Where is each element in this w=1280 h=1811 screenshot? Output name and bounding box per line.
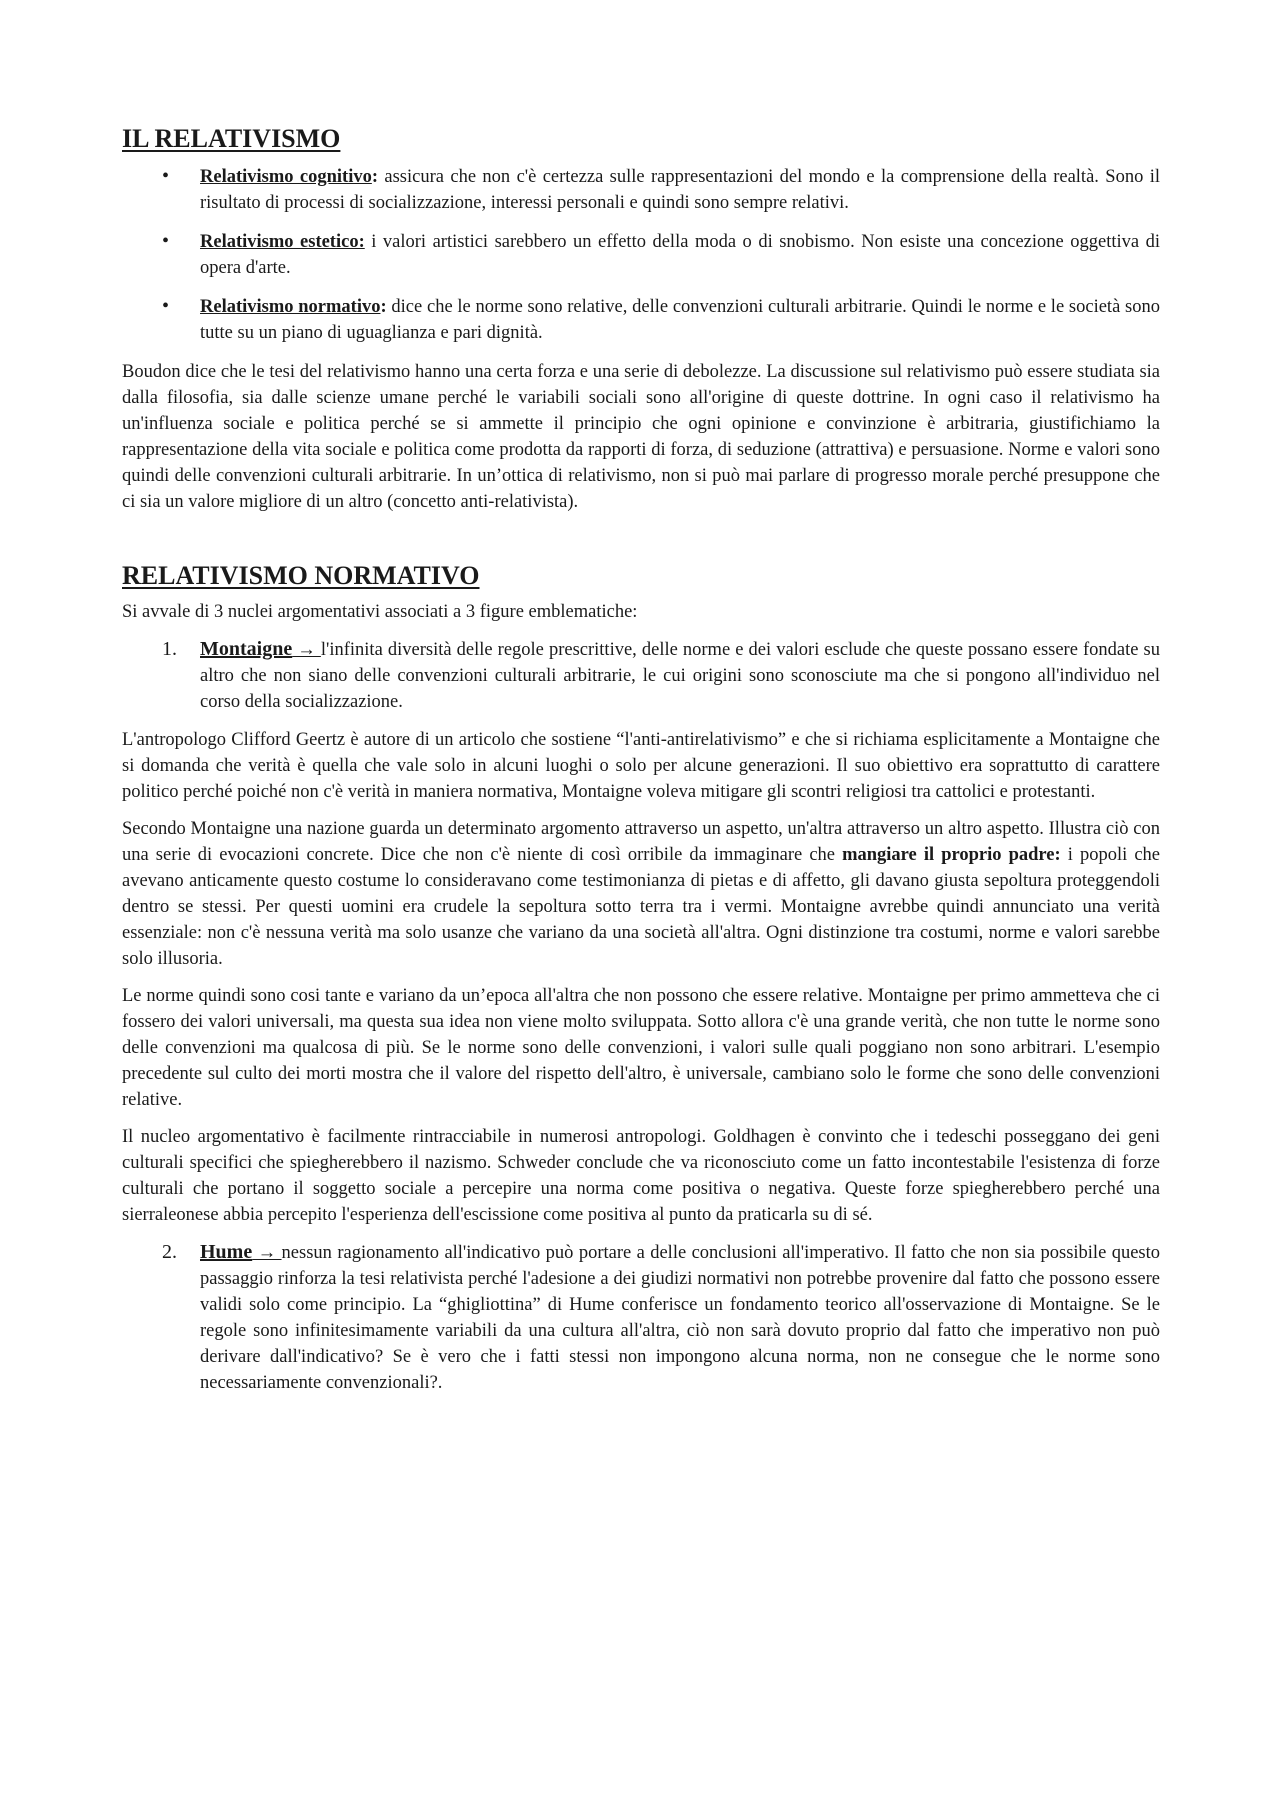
bullet-icon: • — [162, 230, 170, 252]
section-title-relativismo-normativo: RELATIVISMO NORMATIVO — [122, 561, 480, 590]
arrow-right-icon: → — [252, 1243, 282, 1263]
emphasis-text: mangiare il proprio padre: — [842, 845, 1061, 865]
list-item — [122, 229, 1160, 281]
list-number: 2. — [162, 1241, 177, 1263]
item-text: nessun ragionamento all'indicativo può portare a delle conclusioni all'imperativo. Il fatto che non sia possibile questo passaggio rinforza la tesi relativista perché l'adesione a dei giudizi normativi non potrebbe provenire dal fatto che possono essere validi solo come principio. La “ghigliottina” di Hume conferisce un fondamento teorico all'osservazione di Montaigne. Se le regole sono infinitesimamente variabili da una cultura all'altra, ciò non sarà dovuto proprio dal fatto che imperativo non può derivare dall'indicativo? Se è vero che i fatti stessi non impongono alcuna norma, non ne consegue che le norme sono necessariamente convenzionali?. — [200, 1243, 1160, 1393]
bullet-text: i valori artistici sarebbero un effetto della moda o di snobismo. Non esiste una concezione oggettiva di opera d'arte. — [200, 232, 1160, 278]
paragraph-intro: Si avvale di 3 nuclei argomentativi associati a 3 figure emblematiche: — [122, 602, 638, 622]
figures-list-1 — [122, 636, 1160, 715]
section-title-il-relativismo: IL RELATIVISMO — [122, 124, 341, 153]
figure-montaigne: Montaigne — [200, 638, 293, 660]
term-colon: : — [380, 297, 387, 317]
term-relativismo-estetico: Relativismo estetico: — [200, 232, 365, 252]
paragraph-norme: Le norme quindi sono cosi tante e variano da un’epoca all'altra che non possono che essere relative. Montaigne per primo ammetteva che ci fossero dei valori universali, ma questa sua idea non viene molto sviluppata. Sotto allora c'è una grande verità, che non tutte le norme sono delle convenzioni ma qualcosa di più. Se le norme sono delle convenzioni, i valori sulle quali poggiano non sono arbitrari. L'esempio precedente sul culto dei morti mostra che il valore del rispetto dell'altro, è universale, cambiano solo le forme che sono delle convenzioni relative. — [122, 986, 1160, 1110]
term-relativismo-normativo: Relativismo normativo — [200, 297, 381, 317]
document-content — [122, 122, 1160, 1408]
paragraph-geertz: L'antropologo Clifford Geertz è autore di un articolo che sostiene “l'anti-antirelativismo” e che si richiama esplicitamente a Montaigne che si domanda che verità è quella che vale solo in alcuni luoghi o solo per alcune generazioni. Il suo obiettivo era soprattutto di carattere politico perché poiché non c'è verità in maniera normativa, Montaigne voleva mitigare gli scontri religiosi tra cattolici e protestanti. — [122, 730, 1160, 802]
bullet-icon: • — [162, 165, 170, 187]
paragraph-text: Secondo Montaigne una nazione guarda un determinato argomento attraverso un aspetto, un'altra attraverso un altro aspetto. Illustra ciò con una serie di evocazioni concrete. Dice che non c'è niente di così orribile da immaginare che — [122, 819, 1160, 865]
list-item — [122, 636, 1160, 715]
list-item — [122, 164, 1160, 216]
term-colon: : — [371, 167, 379, 187]
relativism-types-list — [122, 164, 1160, 346]
bullet-text: assicura che non c'è certezza sulle rappresentazioni del mondo e la comprensione della realtà. Sono il risultato di processi di socializzazione, interessi personali e quindi sono sempre relativi. — [200, 167, 1161, 213]
paragraph-text: i popoli che avevano anticamente questo costume lo consideravano come testimonianza di pietas e di affetto, gli davano giusta sepoltura proteggendoli dentro se stessi. Per questi uomini era crudele la sepoltura sotto terra tra i vermi. Montaigne avrebbe quindi annunciato una verità essenziale: non c'è nessuna verità ma solo usanze che variano da una società all'altra. Ogni distinzione tra costumi, norme e valori sarebbe solo illusoria. — [122, 845, 1160, 969]
list-number: 1. — [162, 638, 177, 660]
bullet-icon: • — [162, 295, 170, 317]
paragraph-nucleo: Il nucleo argomentativo è facilmente rintracciabile in numerosi antropologi. Goldhagen è convinto che i tedeschi posseggano dei geni culturali specifici che spiegherebbero il nazismo. Schweder conclude che va riconosciuto come un fatto incontestabile l'esistenza di forze culturali che portano il soggetto sociale a percepire una norma come positiva o negativa. Queste forze spiegherebbero perché una sierraleonese abbia percepito l'esperienza dell'escissione come positiva al punto da praticarla su di sé. — [122, 1127, 1160, 1225]
paragraph-montaigne — [122, 816, 1160, 972]
item-text: l'infinita diversità delle regole prescrittive, delle norme e dei valori esclude che queste possano essere fondate su altro che non siano delle convenzioni culturali arbitrarie, le cui origini sono sconosciute ma che si pongono all'individuo nel corso della socializzazione. — [200, 640, 1161, 712]
bullet-text: dice che le norme sono relative, delle convenzioni culturali arbitrarie. Quindi le norme e le società sono tutte su un piano di uguaglianza e pari dignità. — [200, 297, 1160, 343]
term-relativismo-cognitivo: Relativismo cognitivo — [200, 167, 372, 187]
paragraph-boudon: Boudon dice che le tesi del relativismo hanno una certa forza e una serie di debolezze. La discussione sul relativismo può essere studiata sia dalla filosofia, sia dalle scienze umane perché le variabili sociali sono all'origine di queste dottrine. In ogni caso il relativismo ha un'influenza sociale e politica perché se si ammette il principio che ogni opinione e convinzione è arbitraria, giustifichiamo la rappresentazione della vita sociale e politica come prodotta da rapporti di forza, di seduzione (attrattiva) e persuasione. Norme e valori sono quindi delle convenzioni culturali arbitrarie. In un’ottica di relativismo, non si può mai parlare di progresso morale perché presuppone che ci sia un valore migliore di un altro (concetto anti-relativista). — [122, 362, 1160, 512]
list-item — [122, 1239, 1160, 1396]
figure-hume: Hume — [200, 1241, 253, 1263]
list-item — [122, 294, 1160, 346]
figures-list-2 — [122, 1239, 1160, 1396]
arrow-right-icon: → — [292, 640, 321, 660]
